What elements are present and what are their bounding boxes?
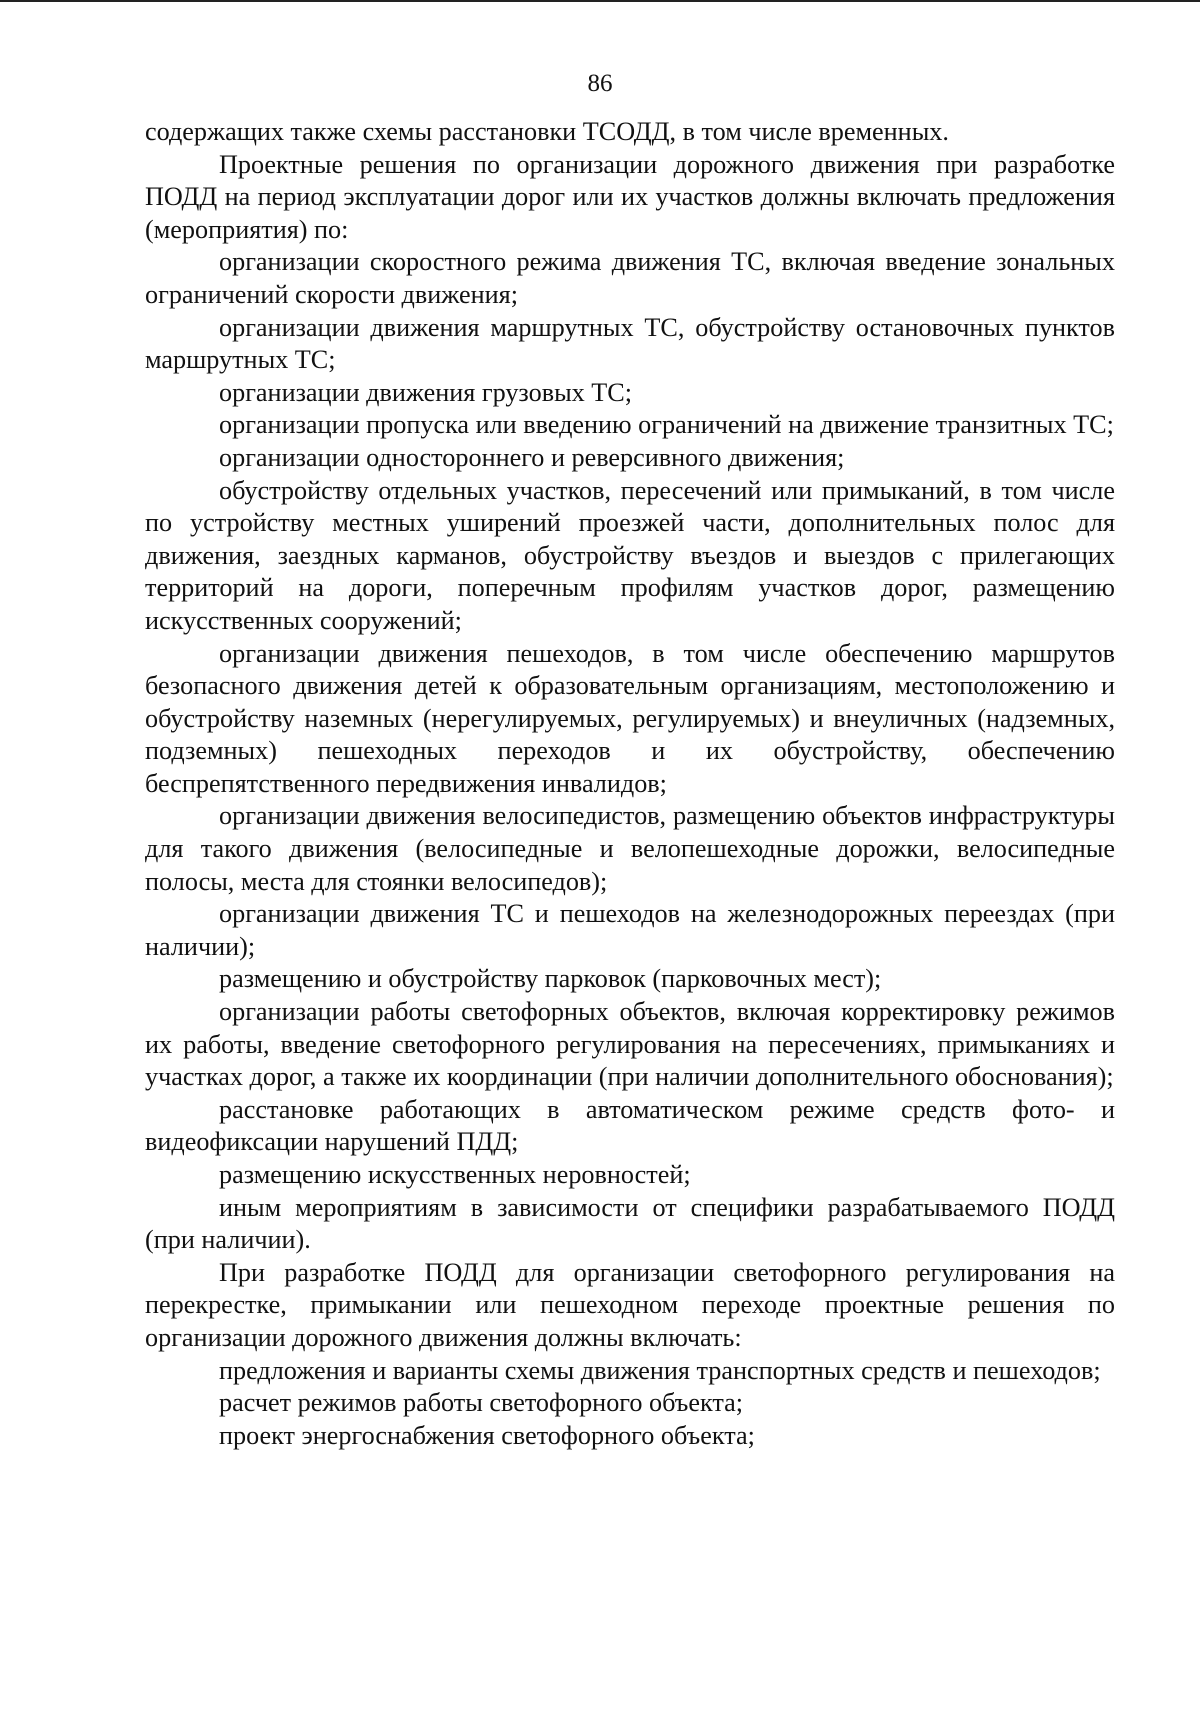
list-item: проект энергоснабжения светофорного объекта; bbox=[219, 1420, 755, 1450]
paragraph: Проектные решения по организации дорожного движения при разработке ПОДД на период эксплуатации дорог или их участков должны включать предложения (мероприятия) по: bbox=[145, 149, 1115, 244]
list-item: предложения и варианты схемы движения транспортных средств и пешеходов; bbox=[219, 1355, 1101, 1385]
list-item: организации движения велосипедистов, размещению объектов инфраструктуры для такого движения (велосипедные и велопешеходные дорожки, велосипедные полосы, места для стоянки велосипедов); bbox=[145, 801, 1115, 896]
paragraph-continuation: содержащих также схемы расстановки ТСОДД, в том числе временных. bbox=[145, 117, 949, 146]
list-item: организации пропуска или введению ограничений на движение транзитных ТС; bbox=[219, 410, 1114, 440]
list-item: расстановке работающих в автоматическом режиме средств фото- и видеофиксации нарушений ПДД; bbox=[145, 1094, 1115, 1157]
list-item: размещению искусственных неровностей; bbox=[219, 1160, 691, 1189]
list-item: организации движения ТС и пешеходов на железнодорожных переездах (при наличии); bbox=[145, 899, 1115, 961]
paragraph: При разработке ПОДД для организации светофорного регулирования на перекрестке, примыкании или пешеходном переходе проектные решения по организации дорожного движения должны включать: bbox=[145, 1257, 1115, 1352]
list-item: размещению и обустройству парковок (парковочных мест); bbox=[219, 964, 882, 994]
list-item: обустройству отдельных участков, пересечений или примыканий, в том числе по устройству местных уширений проезжей части, дополнительных полос для движения, заездных карманов, обустройству въездов и выездов с прилегающих территорий на дороги, поперечным профилям участков дорог, размещению искусственных сооружений; bbox=[145, 475, 1115, 635]
document-body bbox=[145, 116, 1115, 1452]
page-number: 86 bbox=[587, 70, 613, 97]
list-item: организации движения пешеходов, в том числе обеспечению маршрутов безопасного движения детей к образовательным организациям, местоположению и обустройству наземных (нерегулируемых, регулируемых) и внеуличных (надземных, подземных) пешеходных переходов и их обустройству, обеспечению беспрепятственного передвижения инвалидов; bbox=[145, 638, 1115, 798]
list-item: организации движения грузовых ТС; bbox=[219, 377, 633, 407]
list-item: иным мероприятиям в зависимости от специфики разрабатываемого ПОДД (при наличии). bbox=[145, 1192, 1115, 1255]
list-item: организации скоростного режима движения ТС, включая введение зональных ограничений скорости движения; bbox=[145, 247, 1115, 309]
list-item: организации одностороннего и реверсивного движения; bbox=[219, 442, 845, 472]
list-item: организации движения маршрутных ТС, обустройству остановочных пунктов маршрутных ТС; bbox=[145, 312, 1115, 375]
list-item: расчет режимов работы светофорного объекта; bbox=[219, 1388, 743, 1418]
list-item: организации работы светофорных объектов, включая корректировку режимов их работы, введение светофорного регулирования на пересечениях, примыканиях и участках дорог, а также их координации (при наличии дополнительного обоснования); bbox=[145, 997, 1115, 1092]
